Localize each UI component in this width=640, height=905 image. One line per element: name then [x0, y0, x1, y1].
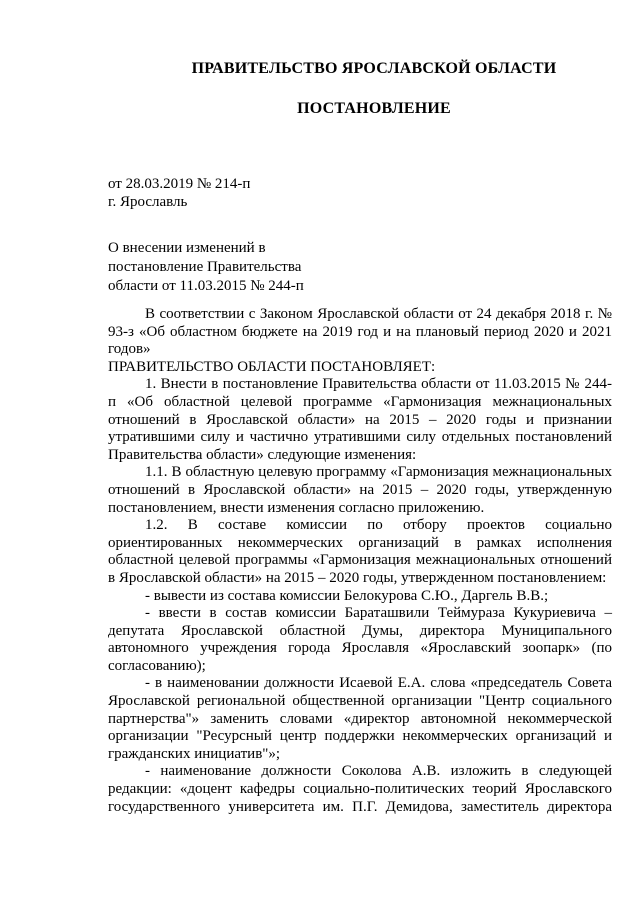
clause-1-2-paragraph: 1.2. В составе комиссии по отбору проектов социально ориентированных некоммерческих организаций в рамках исполнения областной целевой программы «Гармонизация межнациональных отношений в Ярославской области» на 2015 – 2020 годы, утвержденном постановлением: — [108, 517, 612, 586]
document-body — [108, 306, 612, 816]
subject-line-3: области от 11.03.2015 № 244-п — [108, 278, 304, 294]
subject-line-1: О внесении изменений в — [108, 240, 266, 256]
clause-1-1-paragraph: 1.1. В областную целевую программу «Гармонизация межнациональных отношений в Ярославской области» на 2015 – 2020 годы, утвержденную постановлением, внести изменения согласно приложению. — [108, 464, 612, 516]
list-item-remove-members: - вывести из состава комиссии Белокурова С.Ю., Даргель В.В.; — [145, 587, 549, 604]
subject-line-2: постановление Правительства — [108, 259, 302, 275]
document-date-number: от 28.03.2019 № 214-п — [108, 176, 251, 192]
document-type-title: ПОСТАНОВЛЕНИЕ — [297, 100, 451, 117]
list-item-restate-position: - наименование должности Соколова А.В. изложить в следующей редакции: «доцент кафедры социально-политических теорий Ярославского государственного университета им. П.Г. Демидова, заместитель директора — [108, 763, 612, 815]
document-city: г. Ярославль — [108, 194, 188, 210]
government-title: ПРАВИТЕЛЬСТВО ЯРОСЛАВСКОЙ ОБЛАСТИ — [191, 60, 557, 77]
list-item-rename-position: - в наименовании должности Исаевой Е.А. слова «председатель Совета Ярославской региональной общественной организации "Центр социального партнерства"» заменить словами «директор автономной некоммерческой организации "Ресурсный центр поддержки некоммерческих организаций и гражданских инициатив"»; — [108, 675, 612, 762]
preamble-paragraph: В соответствии с Законом Ярославской области от 24 декабря 2018 г. № 93-з «Об областном бюджете на 2019 год и на плановый период 2020 и 2021 годов» — [108, 306, 612, 358]
list-item-add-member: - ввести в состав комиссии Бараташвили Теймураза Кукуриевича – депутата Ярославской областной Думы, директора Муниципального автономного учреждения города Ярославля «Ярославский зоопарк» (по согласованию); — [108, 605, 612, 674]
resolves-heading: ПРАВИТЕЛЬСТВО ОБЛАСТИ ПОСТАНОВЛЯЕТ: — [108, 358, 436, 375]
clause-1-paragraph: 1. Внести в постановление Правительства области от 11.03.2015 № 244-п «Об областной целевой программе «Гармонизация межнациональных отношений в Ярославской области» на 2015 – 2020 годы и признании утратившими силу и частично утратившими силу отдельных постановлений Правительства области» следующие изменения: — [108, 376, 612, 463]
